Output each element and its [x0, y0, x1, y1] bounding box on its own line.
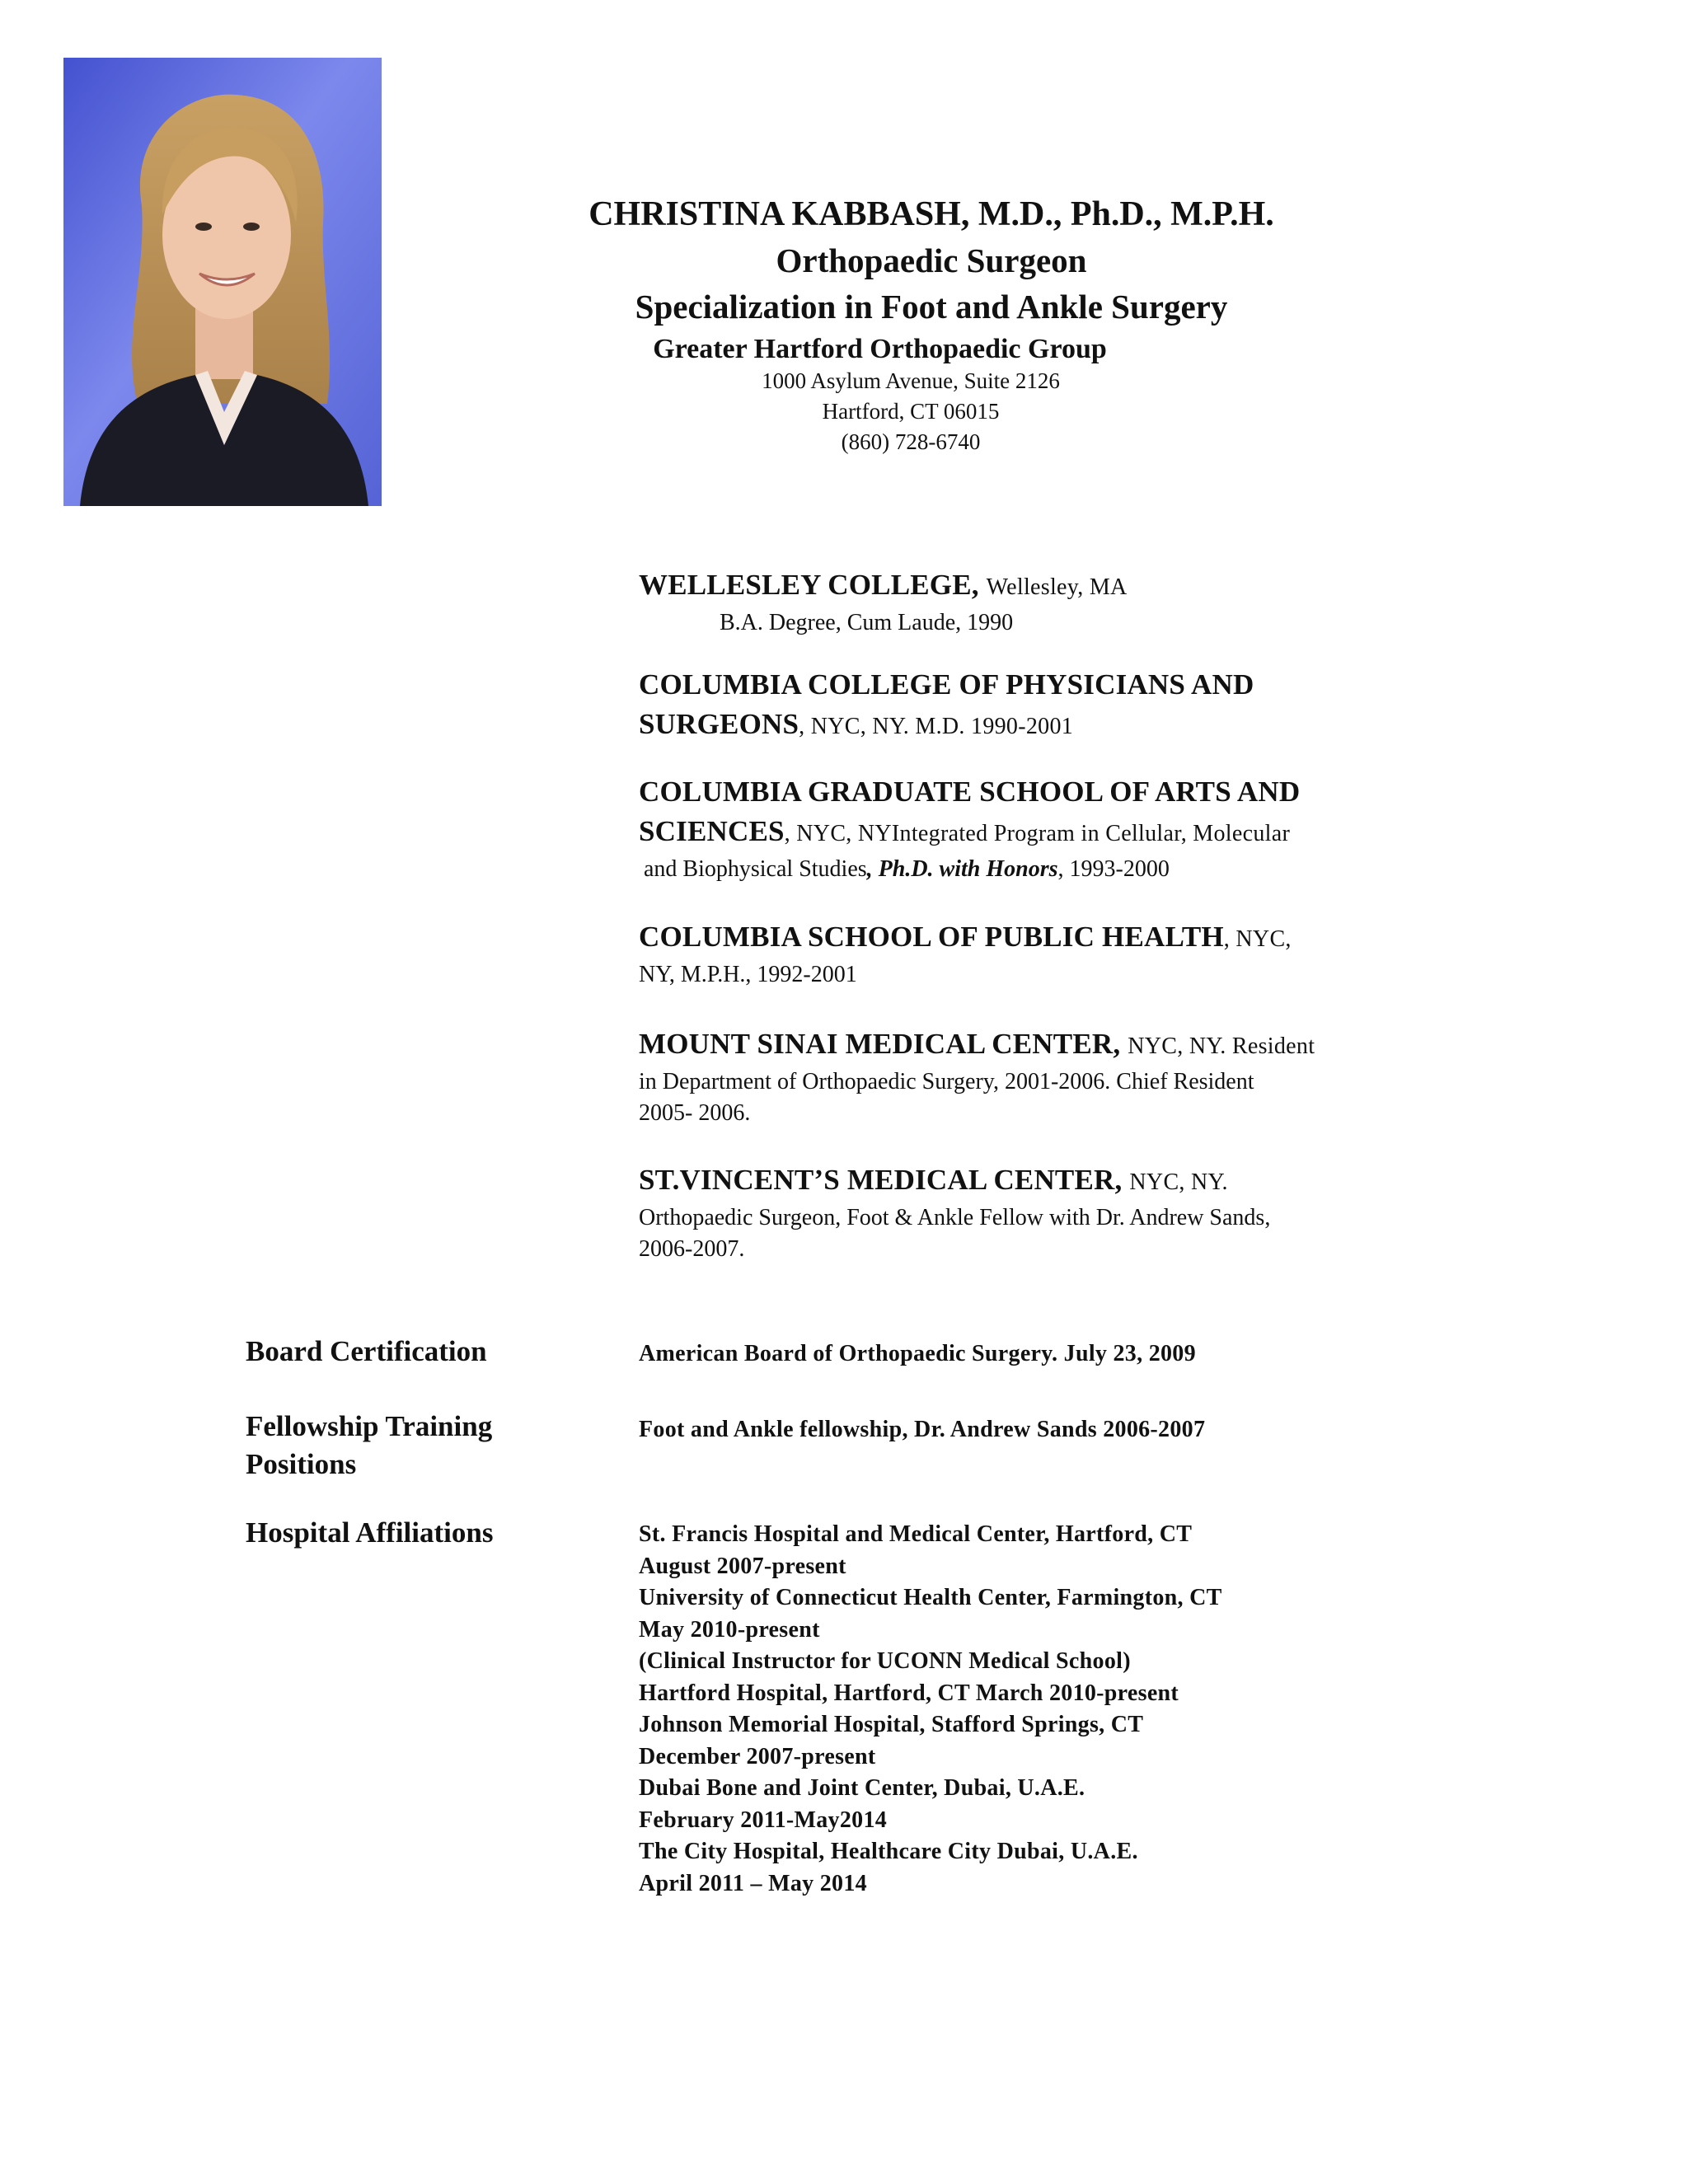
address-line-2: Hartford, CT 06015 — [822, 399, 1000, 424]
school-location: NYC, NY. Resident — [1128, 1033, 1315, 1059]
degree-years: , 1993-2000 — [1057, 856, 1170, 882]
fellowship-label-line2: Positions — [246, 1448, 357, 1480]
school-name: COLUMBIA SCHOOL OF PUBLIC HEALTH — [639, 921, 1224, 953]
hospital-affiliations-label: Hospital Affiliations — [246, 1516, 494, 1549]
fellow-detail: Orthopaedic Surgeon, Foot & Ankle Fellow with Dr. Andrew Sands, — [639, 1205, 1271, 1230]
degree-detail — [639, 854, 1430, 885]
doctor-name: CHRISTINA KABBASH, M.D., Ph.D., M.P.H. — [588, 195, 1274, 233]
portrait-photo — [63, 58, 382, 506]
portrait-illustration — [63, 58, 382, 506]
fellow-detail-cont: 2006-2007. — [639, 1236, 745, 1262]
list-item: Hartford Hospital, Hartford, CT March 2010-present — [639, 1680, 1179, 1706]
fellowship-value: Foot and Ankle fellowship, Dr. Andrew Sands 2006-2007 — [639, 1417, 1206, 1442]
resume-header — [412, 191, 1451, 369]
list-item: St. Francis Hospital and Medical Center, Hartford, CT — [639, 1521, 1193, 1547]
list-item: University of Connecticut Health Center, Farmington, CT — [639, 1585, 1222, 1610]
school-name: WELLESLEY COLLEGE, — [639, 569, 979, 601]
education-entry-wellesley — [639, 565, 1430, 639]
degree-detail: NY, M.P.H., 1992-2001 — [639, 962, 857, 987]
education-entry-columbia-physicians — [639, 665, 1430, 747]
degree-honors: , Ph.D. with Honors — [866, 856, 1058, 882]
list-item: The City Hospital, Healthcare City Dubai, U.A.E. — [639, 1839, 1138, 1864]
fellowship-label — [246, 1408, 492, 1483]
school-name-cont: SCIENCES — [639, 815, 785, 847]
list-item: Johnson Memorial Hospital, Stafford Springs, CT — [639, 1712, 1144, 1737]
degree-detail: B.A. Degree, Cum Laude, 1990 — [720, 610, 1014, 635]
list-item: Dubai Bone and Joint Center, Dubai, U.A.E. — [639, 1775, 1085, 1801]
board-certification-value: American Board of Orthopaedic Surgery. July 23, 2009 — [639, 1341, 1196, 1366]
hospital-affiliations-list — [639, 1519, 1222, 1900]
address-line-1: 1000 Asylum Avenue, Suite 2126 — [762, 368, 1060, 393]
list-item: (Clinical Instructor for UCONN Medical School) — [639, 1648, 1131, 1674]
board-certification-label: Board Certification — [246, 1335, 487, 1367]
school-location: , NYC, NY. M.D. 1990-2001 — [799, 714, 1074, 739]
residency-detail: in Department of Orthopaedic Surgery, 2001-2006. Chief Resident — [639, 1069, 1254, 1094]
education-entry-public-health — [639, 917, 1430, 991]
education-entry-st-vincents — [639, 1160, 1430, 1265]
degree-program: and Biophysical Studies — [644, 856, 867, 882]
fellowship-label-line1: Fellowship Training — [246, 1410, 493, 1442]
specialization: Specialization in Foot and Ankle Surgery — [635, 288, 1228, 326]
list-item: February 2011-May2014 — [639, 1807, 888, 1833]
school-location: Wellesley, MA — [986, 574, 1128, 600]
list-item: December 2007-present — [639, 1743, 876, 1769]
education-entry-columbia-graduate — [639, 772, 1430, 885]
job-title: Orthopaedic Surgeon — [776, 241, 1087, 279]
phone-number: (860) 728-6740 — [841, 429, 981, 454]
residency-detail-cont: 2005- 2006. — [639, 1100, 751, 1126]
school-name: COLUMBIA GRADUATE SCHOOL OF ARTS AND — [639, 776, 1301, 808]
list-item: May 2010-present — [639, 1616, 820, 1643]
education-entry-mount-sinai — [639, 1024, 1430, 1129]
school-location: NYC, NY. — [1129, 1169, 1228, 1195]
list-item: August 2007-present — [639, 1553, 846, 1579]
school-name: MOUNT SINAI MEDICAL CENTER, — [639, 1028, 1121, 1060]
practice-group: Greater Hartford Orthopaedic Group — [653, 334, 1107, 364]
school-name: COLUMBIA COLLEGE OF PHYSICIANS AND — [639, 668, 1254, 701]
school-name: ST.VINCENT’S MEDICAL CENTER, — [639, 1164, 1123, 1196]
school-location: , NYC, NYIntegrated Program in Cellular, Molecular — [784, 821, 1291, 846]
school-location: , NYC, — [1223, 926, 1292, 952]
list-item: April 2011 – May 2014 — [639, 1870, 867, 1896]
school-name-cont: SURGEONS — [639, 708, 799, 740]
